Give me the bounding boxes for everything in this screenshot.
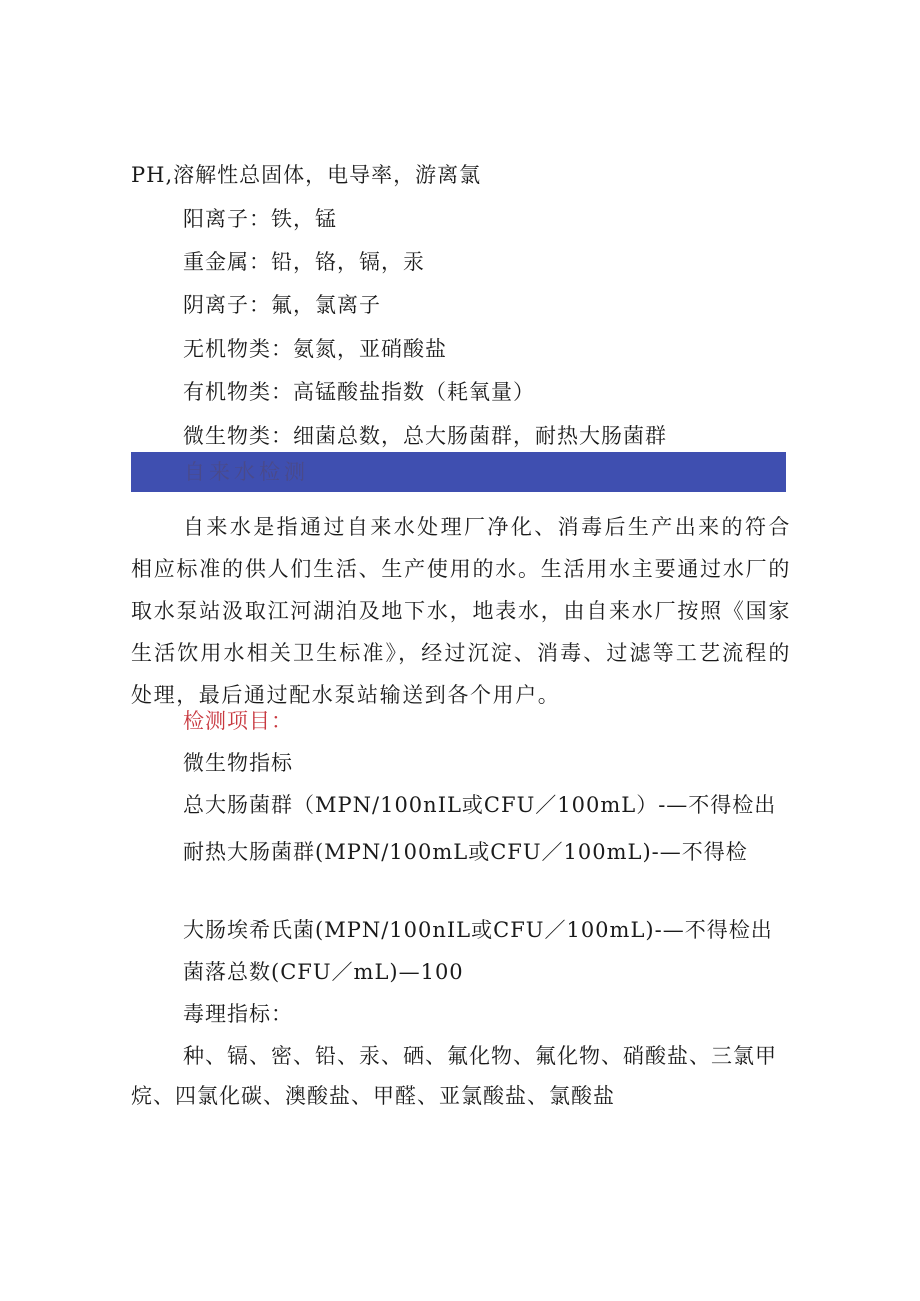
toxic-list-line-1: 种、镉、密、铅、汞、硒、氟化物、氟化物、硝酸盐、三氯甲 (183, 1044, 777, 1068)
cations-line: 阳离子：铁，锰 (183, 207, 337, 231)
colony-line: 菌落总数(CFU／mL)—100 (183, 960, 464, 984)
inorganic-line: 无机物类：氨氮，亚硝酸盐 (183, 337, 447, 361)
toxic-indicator-title: 毒理指标： (183, 1002, 293, 1026)
anions-line: 阴离子：氟，氯离子 (183, 293, 381, 317)
test-items-heading: 检测项目： (183, 709, 293, 733)
ecoli-line: 大肠埃希氏菌(MPN/100nIL或CFU／100mL)-—不得检出 (183, 918, 773, 942)
section-banner (131, 452, 786, 492)
basic-params-line: PH,溶解性总固体，电导率，游离氯 (131, 163, 482, 187)
coliform-line: 总大肠菌群（MPN/100nIL或CFU／100mL）-—不得检出 (183, 793, 777, 817)
organic-line: 有机物类：高锰酸盐指数（耗氧量） (183, 380, 535, 404)
section-title: 自来水检测 (184, 460, 309, 484)
thermo-coliform-line: 耐热大肠菌群(MPN/100mL或CFU／100mL)-—不得检 (183, 840, 748, 864)
intro-paragraph: 自来水是指通过自来水处理厂净化、消毒后生产出来的符合相应标准的供人们生活、生产使用的水。生活用水主要通过水厂的取水泵站汲取江河湖泊及地下水，地表水，由自来水厂按照《国家生活饮用水相关卫生标准》，经过沉淀、消毒、过滤等工艺流程的处理，最后通过配水泵站输送到各个用户。 (131, 515, 791, 707)
microbial-line: 微生物类：细菌总数，总大肠菌群，耐热大肠菌群 (183, 424, 667, 448)
micro-indicator-title: 微生物指标 (183, 751, 293, 775)
heavy-metals-line: 重金属：铅，铬，镉，汞 (183, 250, 425, 274)
toxic-list-line-2: 烷、四氯化碳、澳酸盐、甲醛、亚氯酸盐、氯酸盐 (131, 1084, 615, 1108)
